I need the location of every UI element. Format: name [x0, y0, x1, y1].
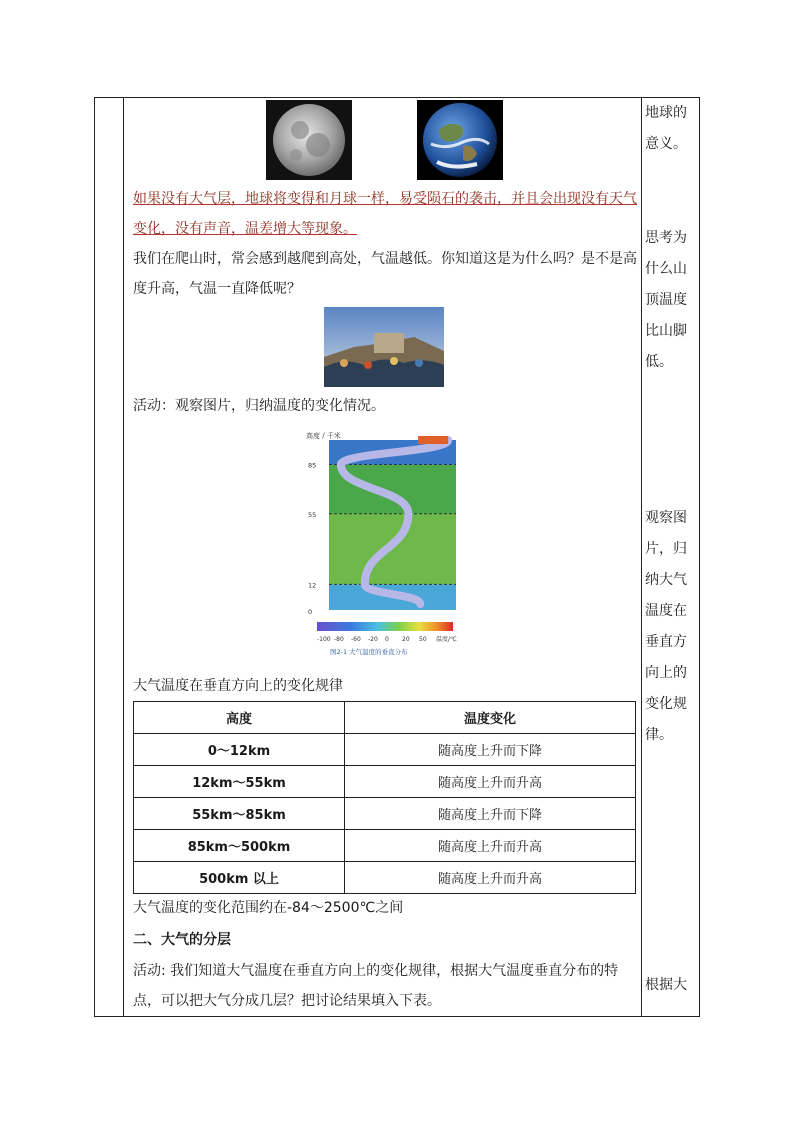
activity-layers-text: 活动: 我们知道大气温度在垂直方向上的变化规律，根据大气温度垂直分布的特点，可以把大气分成几层？把讨论结果填入下表。	[133, 963, 619, 1009]
no-atmosphere-text: 如果没有大气层，地球将变得和月球一样，易受陨石的袭击，并且会出现没有天气变化，没有声音，温差增大等现象。	[133, 191, 637, 237]
side-note: 地球的意义。	[645, 105, 687, 152]
height-cell: 12km～55km	[134, 766, 345, 798]
rule-title: 大气温度在垂直方向上的变化规律	[133, 678, 343, 694]
column-divider	[641, 98, 642, 1016]
side-note: 根据大	[645, 977, 687, 993]
mountain-question-text: 我们在爬山时，常会感到越爬到高处，气温越低。你知道这是为什么吗？是不是高度升高，气温一直降低呢？	[133, 251, 637, 297]
x-tick-label: -20	[368, 636, 378, 643]
change-cell: 随高度上升而升高	[345, 830, 636, 862]
change-cell: 随高度上升而下降	[345, 798, 636, 830]
x-tick-label: 50	[419, 636, 427, 643]
x-tick-label: -100	[317, 636, 331, 643]
column-divider	[123, 98, 124, 1016]
height-cell: 500km 以上	[134, 862, 345, 894]
lesson-table	[94, 97, 700, 1017]
x-tick-label: -60	[351, 636, 361, 643]
height-cell: 85km～500km	[134, 830, 345, 862]
x-tick-label: 0	[385, 636, 389, 643]
side-note: 思考为什么山顶温度比山脚低。	[645, 230, 687, 370]
activity-observe-text: 活动：观察图片，归纳温度的变化情况。	[133, 398, 385, 414]
table-row	[134, 830, 636, 862]
table-row	[134, 798, 636, 830]
change-cell: 随高度上升而下降	[345, 734, 636, 766]
moon-image	[266, 100, 352, 180]
mountain-photo	[324, 307, 444, 387]
x-axis-label: 温度/℃	[436, 636, 457, 643]
color-scale-bar	[317, 622, 453, 631]
change-cell: 随高度上升而升高	[345, 766, 636, 798]
header-height: 高度	[134, 702, 345, 734]
y-tick-label: 85	[308, 461, 317, 470]
x-tick-label: -80	[334, 636, 344, 643]
x-tick-label: 20	[402, 636, 410, 643]
height-cell: 55km～85km	[134, 798, 345, 830]
chart-title: 图2-1 大气温度的垂直分布	[330, 648, 408, 656]
temperature-range-text: 大气温度的变化范围约在-84～2500℃之间	[133, 900, 404, 916]
side-note: 观察图片，归纳大气温度在垂直方向上的变化规律。	[645, 510, 687, 743]
table-row	[134, 862, 636, 894]
table-header-row	[134, 702, 636, 734]
y-tick-label: 0	[308, 608, 313, 616]
table-row	[134, 734, 636, 766]
header-temp-change: 温度变化	[345, 702, 636, 734]
chart-ylabel: 高度 / 千米	[306, 432, 341, 440]
section-heading: 二、大气的分层	[133, 932, 231, 948]
y-tick-label: 55	[308, 510, 317, 519]
earth-image	[417, 100, 503, 180]
change-cell: 随高度上升而升高	[345, 862, 636, 894]
ground-band	[329, 604, 456, 610]
table-row	[134, 766, 636, 798]
temperature-profile-chart	[302, 426, 472, 661]
main-column	[125, 98, 639, 1016]
temperature-rule-table	[133, 701, 636, 894]
y-tick-label: 12	[308, 581, 317, 590]
height-cell: 0～12km	[134, 734, 345, 766]
